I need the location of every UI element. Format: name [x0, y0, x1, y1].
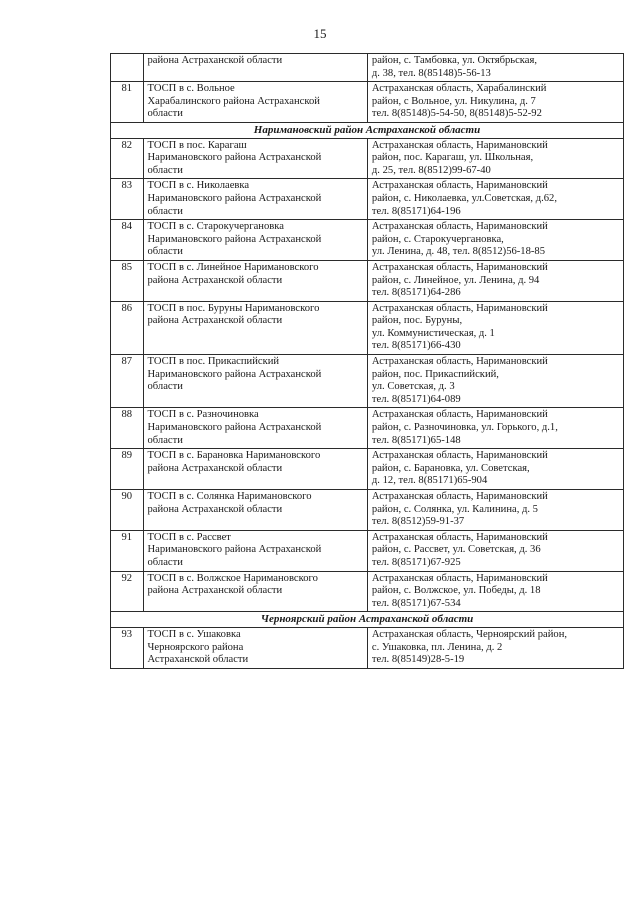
- address-line: тел. 8(85149)28-5-19: [371, 654, 465, 666]
- office-name-cell: [143, 138, 367, 179]
- address-line: Астраханская область, Наримановский: [371, 302, 548, 314]
- address-line: район, с. Волжское, ул. Победы, д. 18: [371, 585, 541, 597]
- address-line: д. 12, тел. 8(85171)65-904: [371, 475, 488, 487]
- table-row: [111, 530, 624, 571]
- table-row: [111, 449, 624, 490]
- address-line: тел. 8(85171)64-196: [371, 205, 461, 217]
- address-line: район, с. Николаевка, ул.Советская, д.62,: [371, 192, 557, 204]
- table-row: [111, 260, 624, 301]
- table-row: [111, 179, 624, 220]
- office-name-line: ТОСП в с. Солянка Наримановского: [147, 491, 312, 502]
- address-line: Астраханская область, Наримановский: [371, 261, 548, 273]
- address-line: Астраханская область, Наримановский: [371, 356, 548, 368]
- address-line: Астраханская область, Наримановский: [371, 450, 548, 462]
- registry-table-body: [111, 54, 624, 669]
- address-cell: [367, 82, 623, 123]
- address-line: д. 38, тел. 8(85148)5-56-13: [371, 67, 491, 79]
- office-name-cell: [143, 490, 367, 531]
- page-number: 15: [313, 26, 327, 41]
- office-name-line: района Астраханской области: [147, 274, 283, 286]
- row-number: 88: [111, 408, 144, 449]
- address-line: ул. Ленина, д. 48, тел. 8(8512)56-18-85: [371, 246, 546, 258]
- office-name-line: области: [147, 246, 183, 258]
- office-name-line: района Астраханской области: [147, 315, 283, 327]
- address-line: с. Ушаковка, пл. Ленина, д. 2: [371, 641, 503, 653]
- address-cell: [367, 571, 623, 612]
- office-name-line: ТОСП в пос. Прикаспийский: [147, 356, 280, 368]
- address-line: тел. 8(85171)65-148: [371, 434, 461, 446]
- section-header-row: [111, 122, 624, 138]
- address-line: район, с. Разночиновка, ул. Горького, д.1,: [371, 422, 558, 434]
- office-name-line: ТОСП в пос. Карагаш: [147, 139, 247, 151]
- office-name-line: ТОСП в с. Николаевка: [147, 180, 250, 192]
- office-name-cell: [143, 82, 367, 123]
- registry-table: [110, 53, 624, 669]
- address-cell: [367, 220, 623, 261]
- address-line: район, с. Солянка, ул. Калинина, д. 5: [371, 503, 538, 515]
- address-line: тел. 8(85171)67-534: [371, 597, 461, 609]
- section-title: Наримановский район Астраханской области: [111, 122, 624, 138]
- office-name-line: Харабалинского района Астраханской: [147, 95, 320, 107]
- address-line: район, пос. Карагаш, ул. Школьная,: [371, 152, 534, 164]
- address-line: Астраханская область, Наримановский: [371, 572, 548, 584]
- office-name-cell: [143, 449, 367, 490]
- office-name-cell: [143, 260, 367, 301]
- office-name-line: области: [147, 556, 183, 568]
- office-name-line: ТОСП в с. Волжское Наримановского: [147, 572, 318, 584]
- office-name-line: района Астраханской области: [147, 55, 283, 66]
- table-row: [111, 627, 624, 668]
- address-line: ул. Советская, д. 3: [371, 381, 455, 393]
- office-name-line: ТОСП в с. Разночиновка: [147, 409, 259, 421]
- address-line: тел. 8(8512)59-91-37: [371, 516, 465, 528]
- row-number: 92: [111, 571, 144, 612]
- address-line: район, пос. Буруны,: [371, 315, 463, 327]
- row-number: 89: [111, 449, 144, 490]
- address-line: ул. Коммунистическая, д. 1: [371, 327, 495, 339]
- table-row: [111, 220, 624, 261]
- office-name-line: ТОСП в с. Рассвет: [147, 531, 231, 543]
- address-line: тел. 8(85171)66-430: [371, 340, 461, 352]
- row-number: 83: [111, 179, 144, 220]
- address-cell: [367, 138, 623, 179]
- address-line: район, с. Барановка, ул. Советская,: [371, 462, 530, 474]
- row-number: 90: [111, 490, 144, 531]
- office-name-line: ТОСП в пос. Буруны Наримановского: [147, 302, 320, 314]
- office-name-line: области: [147, 108, 183, 120]
- address-line: район, пос. Прикаспийский,: [371, 368, 499, 380]
- office-name-line: области: [147, 381, 183, 393]
- office-name-line: района Астраханской области: [147, 503, 283, 515]
- row-number: 84: [111, 220, 144, 261]
- address-line: район, с Вольное, ул. Никулина, д. 7: [371, 95, 536, 107]
- office-name-cell: [143, 220, 367, 261]
- address-line: Астраханская область, Наримановский: [371, 180, 548, 192]
- address-cell: [367, 355, 623, 408]
- office-name-line: ТОСП в с. Ушаковка: [147, 628, 241, 640]
- address-line: Астраханская область, Наримановский: [371, 491, 548, 502]
- row-number: 91: [111, 530, 144, 571]
- office-name-cell: [143, 571, 367, 612]
- address-line: тел. 8(85171)64-089: [371, 393, 461, 405]
- table-row: [111, 54, 624, 82]
- address-cell: [367, 449, 623, 490]
- office-name-line: Наримановского района Астраханской: [147, 544, 322, 556]
- office-name-cell: [143, 179, 367, 220]
- address-line: Астраханская область, Наримановский: [371, 409, 548, 421]
- address-line: район, с. Рассвет, ул. Советская, д. 36: [371, 544, 541, 556]
- table-row: [111, 355, 624, 408]
- office-name-cell: [143, 408, 367, 449]
- section-title: Черноярский район Астраханской области: [111, 612, 624, 628]
- address-cell: [367, 179, 623, 220]
- office-name-cell: [143, 530, 367, 571]
- office-name-cell: [143, 627, 367, 668]
- table-row: [111, 571, 624, 612]
- address-line: Астраханская область, Наримановский: [371, 531, 548, 543]
- office-name-line: ТОСП в с. Барановка Наримановского: [147, 450, 321, 462]
- row-number: 81: [111, 82, 144, 123]
- table-row: [111, 138, 624, 179]
- row-number: 86: [111, 301, 144, 354]
- office-name-line: области: [147, 164, 183, 176]
- office-name-cell: [143, 54, 367, 82]
- office-name-line: Наримановского района Астраханской: [147, 368, 322, 380]
- address-line: район, с. Линейное, ул. Ленина, д. 94: [371, 274, 540, 286]
- address-line: д. 25, тел. 8(8512)99-67-40: [371, 164, 491, 176]
- address-cell: [367, 301, 623, 354]
- address-cell: [367, 260, 623, 301]
- table-row: [111, 301, 624, 354]
- address-cell: [367, 530, 623, 571]
- office-name-line: района Астраханской области: [147, 462, 283, 474]
- office-name-line: Наримановского района Астраханской: [147, 192, 322, 204]
- address-line: тел. 8(85171)64-286: [371, 287, 461, 299]
- address-line: Астраханская область, Наримановский: [371, 139, 548, 151]
- office-name-line: ТОСП в с. Старокучергановка: [147, 221, 284, 233]
- address-line: тел. 8(85148)5-54-50, 8(85148)5-52-92: [371, 108, 542, 120]
- office-name-line: Наримановского района Астраханской: [147, 233, 322, 245]
- office-name-line: Астраханской области: [147, 654, 249, 666]
- address-cell: [367, 627, 623, 668]
- row-number: 85: [111, 260, 144, 301]
- table-row: [111, 408, 624, 449]
- table-row: [111, 82, 624, 123]
- office-name-line: ТОСП в с. Линейное Наримановского: [147, 261, 319, 273]
- row-number: 87: [111, 355, 144, 408]
- office-name-cell: [143, 301, 367, 354]
- table-row: [111, 490, 624, 531]
- office-name-line: Наримановского района Астраханской: [147, 422, 322, 434]
- office-name-line: области: [147, 434, 183, 446]
- office-name-line: Черноярского района: [147, 641, 244, 653]
- office-name-line: района Астраханской области: [147, 585, 283, 597]
- address-line: тел. 8(85171)67-925: [371, 556, 461, 568]
- office-name-line: Наримановского района Астраханской: [147, 152, 322, 164]
- office-name-line: области: [147, 205, 183, 217]
- section-header-row: [111, 612, 624, 628]
- address-line: район, с. Старокучергановка,: [371, 233, 504, 245]
- office-name-cell: [143, 355, 367, 408]
- office-name-line: ТОСП в с. Вольное: [147, 83, 235, 95]
- row-number: 93: [111, 627, 144, 668]
- row-number: 82: [111, 138, 144, 179]
- address-cell: [367, 408, 623, 449]
- row-number: [111, 54, 144, 82]
- address-cell: [367, 490, 623, 531]
- address-line: Астраханская область, Черноярский район,: [371, 628, 568, 640]
- address-line: Астраханская область, Наримановский: [371, 221, 548, 233]
- address-cell: [367, 54, 623, 82]
- address-line: район, с. Тамбовка, ул. Октябрьская,: [371, 55, 538, 66]
- address-line: Астраханская область, Харабалинский: [371, 83, 547, 95]
